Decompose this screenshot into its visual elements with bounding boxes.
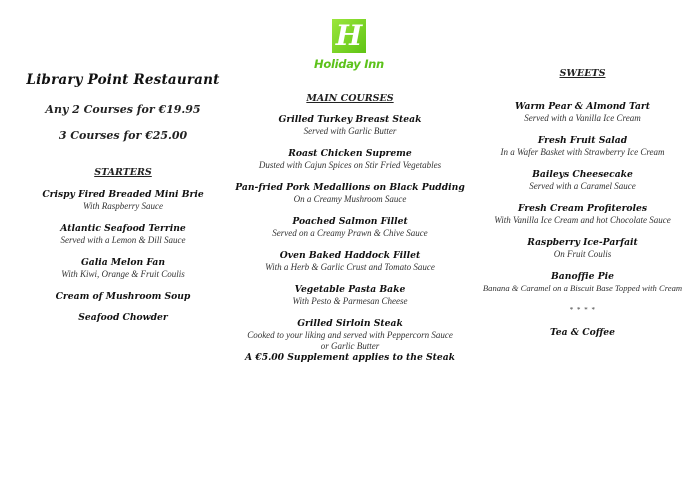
menu-item: Warm Pear & Almond Tart Served with a Vanilla Ice Cream: [515, 101, 650, 123]
section-starters: STARTERS: [94, 167, 152, 178]
menu-item: Fresh Cream Profiteroles With Vanilla Ice Cream and hot Chocolate Sauce: [494, 203, 671, 225]
menu-item: Baileys Cheesecake Served with a Caramel Sauce: [529, 169, 636, 191]
menu-item: Galia Melon Fan With Kiwi, Orange & Fruit Coulis: [61, 257, 185, 279]
tea-coffee: Tea & Coffee: [549, 327, 615, 338]
menu-item: Raspberry Ice-Parfait On Fruit Coulis: [527, 237, 638, 259]
right-column: [465, 68, 700, 339]
menu-item: Roast Chicken Supreme Dusted with Cajun Spices on Stir Fried Vegetables: [258, 148, 442, 170]
menu-item: Atlantic Seafood Terrine Served with a Lemon & Dill Sauce: [60, 223, 186, 245]
menu-item: Cream of Mushroom Soup: [55, 291, 191, 302]
offer-two-courses: Any 2 Courses for €19.95: [45, 103, 201, 116]
offer-three-courses: 3 Courses for €25.00: [58, 129, 188, 142]
menu-item: Banoffie Pie Banana & Caramel on a Biscuit Base Topped with Cream: [482, 271, 683, 293]
menu-item: Oven Baked Haddock Fillet With a Herb & Garlic Crust and Tomato Sauce: [265, 250, 435, 272]
middle-column: [230, 93, 470, 364]
logo-mark-icon: H: [332, 19, 366, 53]
menu-item: Seafood Chowder: [78, 312, 168, 323]
section-sweets: SWEETS: [559, 68, 606, 79]
logo-brand-text: Holiday Inn: [314, 57, 384, 71]
menu-item: Pan-fried Pork Medallions on Black Pudding On a Creamy Mushroom Sauce: [235, 182, 465, 204]
steak-supplement-note: A €5.00 Supplement applies to the Steak: [244, 352, 456, 363]
menu-item: Fresh Fruit Salad In a Wafer Basket with Strawberry Ice Cream: [500, 135, 665, 157]
menu-item: Crispy Fired Breaded Mini Brie With Raspberry Sauce: [42, 189, 204, 211]
menu-item: Poached Salmon Fillet Served on a Creamy Prawn & Chive Sauce: [272, 216, 428, 238]
menu-item: Vegetable Pasta Bake With Pesto & Parmesan Cheese: [292, 284, 408, 306]
holiday-inn-logo: [309, 19, 389, 71]
left-column: [18, 72, 228, 335]
section-main-courses: MAIN COURSES: [306, 93, 394, 104]
separator: * * * *: [569, 306, 596, 314]
menu-item: Grilled Sirloin Steak Cooked to your liking and served with Peppercorn Sauce or Garlic Butter A €5.00 Supplement applies to the Steak: [230, 318, 470, 364]
restaurant-title: Library Point Restaurant: [26, 72, 220, 88]
menu-item: Grilled Turkey Breast Steak Served with Garlic Butter: [278, 114, 422, 136]
